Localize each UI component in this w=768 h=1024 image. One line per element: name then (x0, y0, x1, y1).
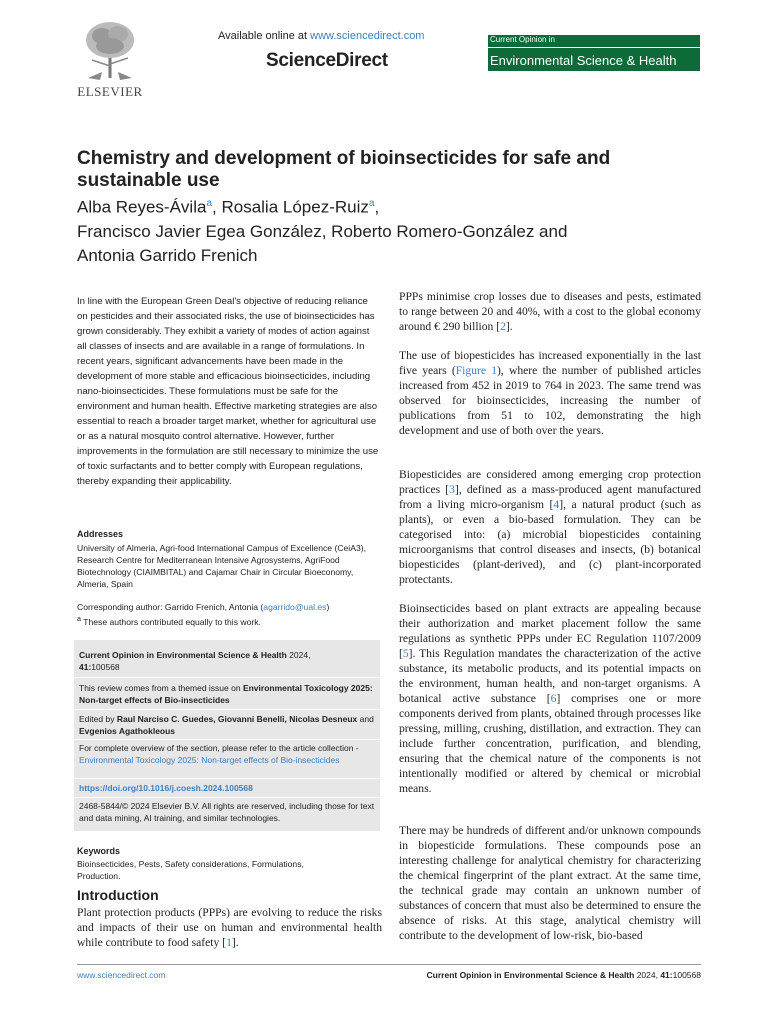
reference-link-5[interactable]: 5 (402, 647, 409, 660)
introduction-paragraph (77, 905, 382, 950)
p4-text-c: ] comprises one or more components derived from plants, obtained through processes like pressing, milling, crushing, distillation, and extraction. They can include further concentration, purification, and blending, ensuring that the chemical nature of the components is not intentionally modified or altered by chemical or microbial means. (399, 692, 702, 795)
body-paragraph-2 (399, 348, 701, 438)
intro-text-b: ]. (231, 936, 239, 949)
addresses-body: University of Almeria, Agri-food International Campus of Excellence (CeiA3), Research Centre for Mediterranean Intensive Agrosystems, AgriFood Biotechnology (CIAIMBITAL) and Cajamar Chair in Circular Bioeconomy, Almeria, Spain (77, 543, 366, 589)
sciencedirect-brand: ScienceDirect (266, 50, 388, 71)
sciencedirect-link[interactable]: www.sciencedirect.com (310, 30, 425, 42)
doi-link[interactable]: https://doi.org/10.1016/j.coesh.2024.100568 (79, 783, 253, 793)
infobox-divider (74, 797, 380, 798)
author-2: , Rosalia López-Ruiz (212, 197, 369, 217)
abstract: In line with the European Green Deal's objective of reducing reliance on pesticides and their associated risks, the use of bioinsecticides has grown considerably. They exhibit a variety of modes of action against all classes of insects and are available in a range of formulations. In recent years, significant advancements have been made in the development of more stable and efficacious bioinsecticides, including nano-bioinsecticides. These formulations must be safe for the environment and human health. Effective marketing strategies are also essential to reach a broader target market, whether for agricultural use or as a natural mosquito control alternative. However, further improvements in the formulation are still necessary to minimize the use of toxic surfactants and to better comply with European regulations, thereby expanding their applicability. (77, 296, 379, 487)
p3-text-b: ], defined as a mass-produced agent manufactured from a living micro-organism [ (399, 483, 701, 511)
themed-issue-prefix: This review comes from a themed issue on (79, 683, 243, 693)
author-line-3: Antonia Garrido Frenich (77, 245, 258, 265)
editors-note (79, 713, 375, 737)
intro-text-a: Plant protection products (PPPs) are evolving to reduce the risks and impacts of their use on human and environmental health while contribute to food safety [ (77, 906, 382, 949)
reference-link-4[interactable]: 4 (553, 498, 560, 511)
infobox-divider (74, 778, 380, 779)
body-paragraph-3 (399, 467, 701, 587)
equal-contribution-mark: a (77, 615, 81, 623)
citation-year: 2024, (286, 650, 311, 660)
p3-text-a: Biopesticides are considered among emerging crop protection practices [ (399, 468, 701, 496)
body-paragraph-4 (399, 601, 701, 796)
p4-text-a: Bioinsecticides based on plant extracts are appealing because their authorization and market placement follow the same regulations as synthetic PPPs under EC Regulation 1107/2009 [ (399, 602, 701, 660)
elsevier-tree-icon (82, 18, 138, 82)
p4-text-b: ]. This Regulation mandates the characterization of the active substance, its metabolic products, and its potential impacts on the environment, human health, and non-target organisms. A botanical active substance [ (399, 647, 701, 705)
p3-text-c: ], a natural product (such as plants), or even a bio-based formulation. They can be categorised into: (a) microbial biopesticides containing microorganisms that control diseases and insects, (b) botanical biopesticides (plant-derived), and (c) plant-incorporated protectants. (399, 498, 701, 586)
title-line-1: Chemistry and development of bioinsecticides for safe and (77, 148, 611, 169)
overview-note (79, 742, 375, 766)
reference-link-6[interactable]: 6 (550, 692, 557, 705)
journal-badge (488, 35, 700, 71)
journal-badge-divider (488, 47, 700, 48)
correspondence-suffix: ) (326, 602, 330, 612)
p1-text-b: ]. (505, 320, 513, 333)
reference-link-1[interactable]: 1 (226, 936, 232, 949)
footer-article-number: 100568 (672, 970, 701, 980)
body-paragraph-5: There may be hundreds of different and/or unknown compounds in biopesticide formulations. These compounds pose an interesting challenge for analytical chemistry for characterizing the chemical fingerprint of the plant extract. At the same time, the technical grade may contain an unknown number of substances of concern that must also be determined to ensure the absence of risks. At this stage, analytical chemistry will contribute to the development of low-risk, bio-based (399, 824, 701, 942)
body-paragraph-1 (399, 289, 701, 334)
article-info-box (74, 640, 380, 831)
copyright-notice: 2468-5844/© 2024 Elsevier B.V. All rights are reserved, including those for text and data mining, AI training, and similar technologies. (79, 801, 375, 823)
themed-issue-note (79, 682, 375, 706)
elsevier-logo (72, 18, 148, 104)
overview-prefix: For complete overview of the section, please refer to the article collection - (79, 743, 359, 753)
footer-rule (77, 964, 701, 965)
editors-prefix: Edited by (79, 714, 117, 724)
footer-volume: 41: (660, 970, 673, 980)
infobox-divider (74, 739, 380, 740)
citation-volume: 41: (79, 662, 92, 672)
author-line-2: Francisco Javier Egea González, Roberto Romero-González and (77, 221, 568, 241)
citation-journal: Current Opinion in Environmental Science & Health (79, 650, 287, 660)
correspondence-prefix: Corresponding author: Garrido Frenich, Antonia ( (77, 602, 264, 612)
infobox-divider (74, 709, 380, 710)
editors-names: Raul Narciso C. Guedes, Giovanni Benelli, Nicolas Desneux (116, 714, 358, 724)
correspondence (77, 601, 382, 628)
author-2-comma: , (374, 197, 380, 217)
reference-link-3[interactable]: 3 (449, 483, 455, 496)
figure-1-link[interactable]: Figure 1 (455, 364, 497, 377)
keywords-body: Bioinsecticides, Pests, Safety considerations, Formulations, Production. (77, 859, 304, 881)
author-1: Alba Reyes-Ávila (77, 197, 207, 217)
elsevier-wordmark: ELSEVIER (77, 84, 143, 99)
author-list (77, 192, 697, 268)
author-2-affiliation[interactable]: a (368, 198, 375, 209)
journal-badge-series: Current Opinion in (490, 35, 555, 44)
availability-prefix: Available online at (218, 30, 311, 42)
article-title (77, 148, 677, 192)
journal-badge-name: Environmental Science & Health (490, 53, 677, 68)
introduction-heading: Introduction (77, 887, 159, 903)
footer-year: 2024, (634, 970, 661, 980)
themed-issue-title: Environmental Toxicology 2025: Non-target effects of Bio-insecticides (79, 683, 373, 705)
author-1-affiliation[interactable]: a (206, 198, 213, 209)
doi-line (79, 782, 375, 794)
footer-sciencedirect-link[interactable]: www.sciencedirect.com (77, 970, 166, 980)
p1-text-a: PPPs minimise crop losses due to diseases and pests, estimated to range between 20 and 40%, with a cost to the global economy around € 290 billion [ (399, 290, 701, 333)
title-line-2: sustainable use (77, 170, 220, 191)
addresses-heading: Addresses (77, 529, 124, 539)
collection-link[interactable]: Environmental Toxicology 2025: Non-target effects of Bio-insecticides (79, 755, 340, 765)
keywords-heading: Keywords (77, 846, 121, 856)
reference-link-2[interactable]: 2 (500, 320, 506, 333)
citation-article-number: 100568 (91, 662, 120, 672)
p2-text-a: The use of biopesticides has increased exponentially in the last five years ( (399, 349, 701, 377)
infobox-divider (74, 677, 380, 678)
citation-info (79, 649, 375, 673)
footer-journal: Current Opinion in Environmental Science & Health (426, 970, 635, 980)
equal-contribution-note: These authors contributed equally to this work. (80, 616, 261, 627)
footer-citation (380, 970, 701, 980)
correspondence-email-link[interactable]: agarrido@ual.es (263, 602, 327, 612)
editor-last: Evgenios Agathokleous (79, 726, 176, 736)
p2-text-b: ), where the number of published articles increased from 452 in 2019 to 764 in 2023. The same trend was observed for bioinsecticides, increasing the number of publications from 51 to 102, demonstrating the high development and use of both over the years. (399, 364, 701, 437)
availability-line (218, 30, 424, 42)
editors-and: and (357, 714, 374, 724)
